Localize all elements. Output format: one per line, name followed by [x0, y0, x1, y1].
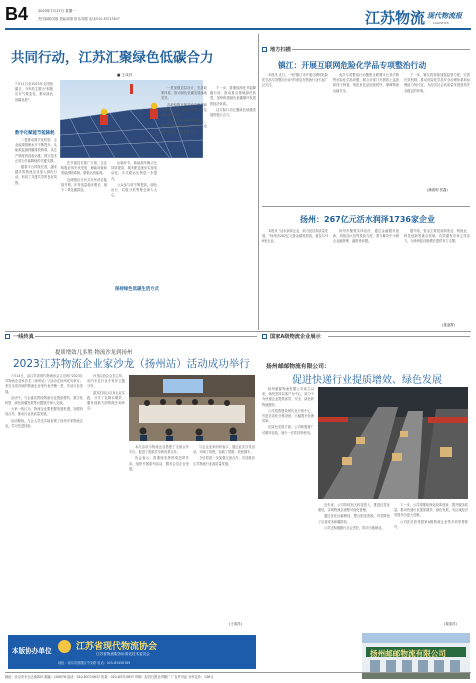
page-header: [5, 4, 471, 30]
ad-sub: 江苏省物流服务标准化技术委员会: [96, 652, 150, 656]
article1-subhead-2: 保持绿色低碳生活方式: [115, 287, 159, 292]
regional-scan-tag: [262, 46, 291, 53]
brand-name: 现代物流报: [427, 11, 462, 20]
ad-logo-icon: [58, 640, 71, 653]
footer-text: 地址：北京市丰台区南四环 邮编：100078 电话：010-83715637 传真：010-83715637 印刷：经济日报社印刷厂 广告许可证 全年定价：136元: [5, 675, 214, 679]
yangzhou-lead: 本报讯 "活水润泽企业，助力经济高质量发展。"扬州市267亿元资金精准投放，惠及1736家企业。: [262, 229, 328, 244]
footer-rule: [5, 672, 471, 673]
article1-col2-text: 在节能技术推广方面，企业积极应用光伏发电、储能设备和智能照明系统，降低运营能耗。 仓储园区分布式光伏项目陆续并网，年发电量稳步增长，减少二氧化碳排放。: [61, 161, 107, 193]
postal-title: 促进快递行业提质增效、绿色发展: [292, 375, 442, 386]
postal-credit: (秦加祥): [444, 622, 457, 626]
section-square-icon: [5, 334, 10, 339]
postal-col1-text: 扬州邮邮物流有限公司成立以来，始终坚持以客户为中心，致力于为快递企业提供高效、安全、绿色的物流服务。 公司投资建设现代化分拣中心，引进自动化分拣设备，大幅提升处理效率。 在绿色发展方面，公司积极推广可循环包装，减少一次性材料使用。: [262, 387, 314, 435]
co-organizer-ad: [8, 635, 256, 669]
article-green-lowcarbon: [5, 34, 257, 334]
article1-col3-text: 运输环节，新能源车辆占比持续提高，城市配送逐步实现电动化，多式联运比例进一步提升。 公众参与度不断提高，绿色出行、垃圾分类等理念深入人心。: [111, 161, 157, 198]
article1-title: 共同行动，江苏汇聚绿色低碳合力: [11, 50, 214, 66]
building-sign: 扬州邮邮物流有限公司: [370, 648, 446, 658]
yangzhou-postal-article: [262, 333, 470, 679]
frontline-tag: [5, 333, 34, 340]
regional-scan-section: [262, 46, 470, 330]
salon-kicker: 提质增效几多胜 物流沙龙到扬州: [55, 350, 133, 356]
editor-line: 责任编辑/刘德 美编/周德 校对/周德 电话/010-83715637: [38, 17, 120, 21]
page-code: B4: [5, 4, 29, 24]
salon-article: [5, 333, 257, 629]
brand-sub: LOGISTICS: [433, 21, 449, 25]
ad-association-name: 江苏省现代物流协会: [76, 642, 158, 652]
article1-byline: ■ 王成祥: [117, 73, 133, 77]
ad-left-label: 本版协办单位: [12, 647, 52, 655]
frontline-rule: [35, 336, 257, 337]
frontline-tag-label: 一线传真: [13, 334, 34, 340]
meeting-photo: [129, 375, 255, 441]
date-line: 2023年7月17日 星期一: [38, 9, 76, 13]
middle-rule: [5, 331, 471, 332]
zhenjiang-text: 本报讯 近日，一则"镇江市开展互联网危险化学品专项整治行动"的消息在物流行业引起广泛关注。 此次专项整治行动聚焦互联网平台非法销售危险化学品问题，联合多部门开展线上巡查和线下核查，规范危化品经营秩序，保障物流运输安全。 下一步，镇江将持续加强监管力度，完善长效机制，推动危险化学品安全治理体系和治理能力现代化，为经济社会高质量发展营造安全稳定的环境。: [262, 73, 470, 93]
article1-subhead-1: 数字化赋能节能降耗: [15, 131, 55, 136]
salon-col4-text: 与会企业家纷纷表示，通过此次沙龙活动，开阔了视野，拓展了思路，收获颇丰。 今后将进一步加强交流合作，共同推动江苏物流行业高质量发展。: [193, 445, 255, 466]
salon-credit: (王成祥): [229, 622, 242, 626]
right-mid-rule: [262, 206, 470, 207]
regional-scan-rule: [292, 49, 470, 50]
company-name: 扬州邮邮物流有限公司：: [266, 364, 330, 370]
article1-col4-text: 一是加强顶层设计，完善政策体系，推动绿色低碳发展落地见效。 各地积极开展节能宣传周和低碳日活动，通过多种形式普及绿色发展理念。 \"绿色江苏\"APP上线以来，累计用户数持续增长，成为公众践行低碳生活的重要平台。: [161, 86, 207, 134]
header-rule: [5, 28, 471, 30]
column-divider: [258, 34, 259, 330]
article1-col5-text: 下一步，将继续深化节能降碳行动，推动重点领域绿色转型，加快构建绿色低碳循环发展的经济体系。 以实际行动汇聚绿色低碳发展的强大合力。: [210, 86, 256, 118]
salon-title: 2023江苏物流企业家沙龙（扬州站）活动成功举行: [13, 358, 250, 370]
a-level-tag: [262, 333, 321, 340]
yangzhou-text: 本报讯 "活水润泽企业，助力经济高质量发展。"扬州市267亿元资金精准投放，惠及1736家企业。 扬州市聚焦实体经济，通过金融服务创新，持续加大信贷投放力度，着力解决中小微企业融资难、融资贵问题。 据介绍，资金主要投向制造业、物流业、科技创新等重点领域，有效激发市场主体活力，为扬州经济稳增长提供有力支撑。: [262, 229, 470, 244]
yangzhou-credit: (惠凌霄): [442, 323, 455, 327]
article1-teaser: 7月11日至2023年全国低碳日，今年的主题为"积极应对气候变化，推动绿色低碳发展"。: [15, 82, 53, 102]
yangzhou-title: 扬州：267亿元活水润泽1736家企业: [300, 215, 435, 224]
a-level-tag-label: 国家A级物流企业展示: [270, 334, 321, 340]
regional-scan-tag-label: 地方扫描: [270, 47, 291, 53]
salon-col2-text: 沙龙由协会会长主持，省内多位行业专家作主题分享。 嘉宾们结合自身企业实践，分享了在降本增效、服务创新方面的做法和体会。: [87, 374, 125, 411]
postal-col3-text: 下一步，公司将继续深化改革创新，提升服务质量，推动快递行业提质增效、绿色发展，为区域经济发展作出更大贡献。 公司先后获得国家A级物流企业等多项荣誉称号。: [394, 503, 468, 529]
article1-col1-text: 二是推动数字化转型，企业能源管理水平不断提升。从能源监测到碳排放核算，从生产调度到设备运维，数字技术正成为节能降耗的关键支撑。 随着平台持续完善，越来越多的物流企业加入绿色行动，形成了共建共享的良好氛围。: [15, 138, 57, 185]
section-title: 江苏物流: [365, 9, 426, 27]
zhenjiang-title: 镇江：开展互联网危险化学品专项整治行动: [278, 61, 427, 70]
section-square-icon: [262, 334, 267, 339]
a-level-rule: [328, 336, 470, 337]
zhenjiang-lead: 本报讯 近日，一则"镇江市开展互联网危险化学品专项整治行动"的消息在物流行业引起广泛关注。: [262, 73, 328, 88]
ad-contact: 地址：南京市鼓楼区中央路 电话：025-83456789: [58, 661, 131, 665]
salon-col3-text: 本次活动为物流企业搭建了交流合作平台，促进了资源共享和优势互补。 协会表示，将继续发挥桥梁纽带作用，组织开展系列活动，服务会员企业发展。: [129, 445, 189, 471]
zhenjiang-credit: (满惠明 张露): [427, 188, 448, 192]
conveyor-photo: [318, 387, 468, 499]
postal-col2-text: 近年来，公司持续加大科技投入，推进信息化建设，实现物流全流程可视化管理。 通过优化运输路线、整合配送资源，有效降低了运营成本和碳排放。 公司还积极履行社会责任，带动当地就业。: [318, 503, 390, 530]
salon-col1-text: 7月14日，由江苏省现代物流协会主办的\"2023江苏物流企业家沙龙（扬州站）\"活动在扬州成功举行。来自全省各地的物流企业家代表齐聚一堂，共话行业发展。 活动中，与会嘉宾围绕物流行业提质增效、数字化转型、绿色低碳发展等议题展开深入交流。 大家一致认为，物流企业要把握发展机遇，加强协同合作，推动行业高质量发展。 活动期间，与会人员还实地参观了扬州多家物流企业，学习先进经验。: [5, 374, 83, 428]
section-square-icon: [262, 47, 267, 52]
